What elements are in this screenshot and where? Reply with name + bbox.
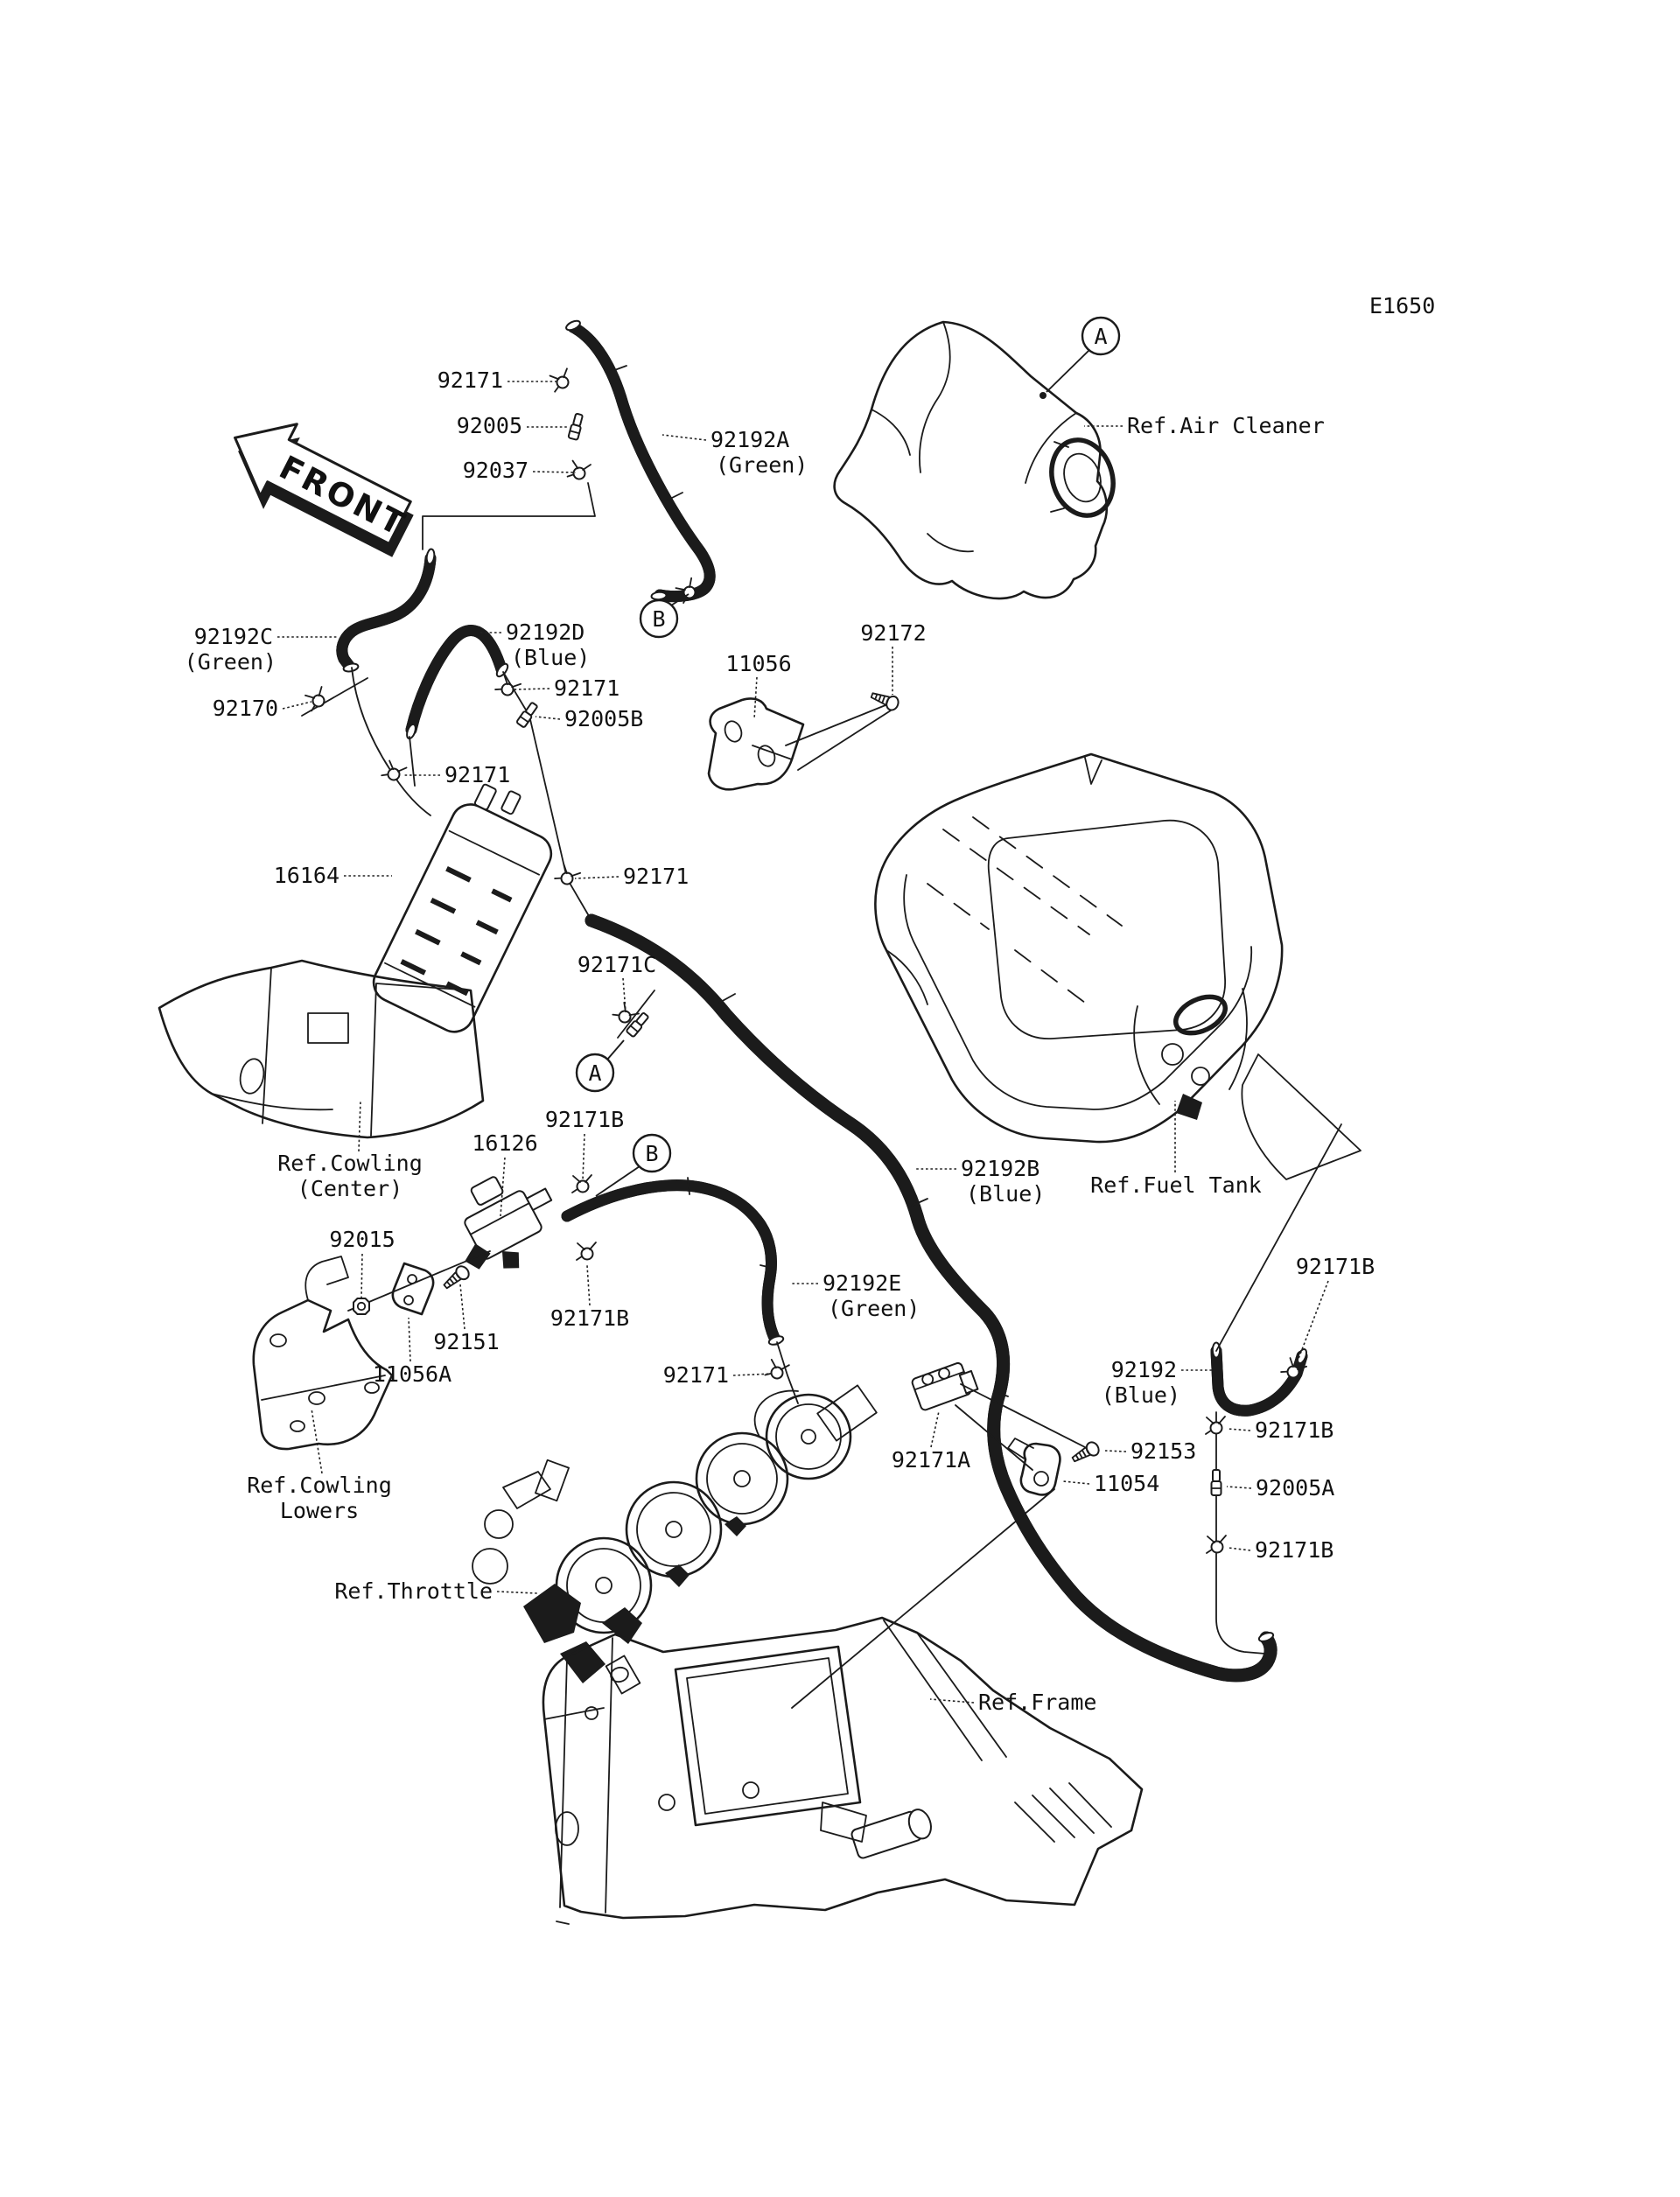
- clamp-92171b: [1206, 1417, 1225, 1434]
- view-marker-letter-a: A: [1094, 324, 1108, 349]
- front-label: FRONT: [273, 448, 413, 544]
- marker-leader-a: [1046, 350, 1089, 392]
- throttle-body-drawing: [472, 1385, 877, 1693]
- part-label-92192d: 92192D: [506, 619, 585, 645]
- bracket-11054-drawing: [1008, 1438, 1060, 1494]
- part-label-16126: 16126: [472, 1130, 538, 1156]
- part-label-16164: 16164: [273, 863, 340, 888]
- part-label-92037: 92037: [462, 458, 528, 483]
- part-label-92005: 92005: [456, 413, 522, 438]
- leader-92005a: [1227, 1487, 1251, 1488]
- leader-92171b: [1228, 1429, 1250, 1431]
- leader-92171b: [587, 1265, 590, 1305]
- hose-92192b: [592, 920, 1270, 1676]
- leader-92170: [283, 702, 312, 709]
- leader-11054: [1063, 1481, 1089, 1484]
- part-label-92192: 92192: [1110, 1357, 1177, 1382]
- view-marker-letter-a: A: [588, 1060, 602, 1086]
- part-label-ref-fuel-tank: Ref.Fuel Tank: [1090, 1172, 1262, 1198]
- hose-92192-blue: [1216, 1351, 1302, 1410]
- part-label-sub-92192: (Blue): [1101, 1382, 1180, 1408]
- part-label-11056: 11056: [725, 651, 792, 676]
- part-label-ref-cowling: Ref.Cowling: [247, 1473, 392, 1498]
- screw-92153: [1070, 1440, 1101, 1466]
- cowling-lowers-drawing: [254, 1256, 392, 1449]
- part-label-sub-ref-cowling: Lowers: [279, 1498, 360, 1523]
- view-marker-letter-b: B: [652, 606, 666, 632]
- leader-ref-throttle: [497, 1592, 537, 1593]
- frame-drawing: [543, 1618, 1142, 1924]
- joint-92005: [568, 413, 584, 440]
- part-label-sub-92192e: (Green): [828, 1296, 920, 1321]
- part-label-ref-frame: Ref.Frame: [978, 1690, 1097, 1715]
- clip-92037: [568, 459, 591, 481]
- part-label-ref-air-cleaner: Ref.Air Cleaner: [1127, 413, 1325, 438]
- leader-ref-cowling: [359, 1101, 360, 1151]
- part-label-92171: 92171: [437, 367, 503, 393]
- leader-92192a: [662, 435, 706, 440]
- part-label-92192a: 92192A: [710, 427, 790, 452]
- hose-92192a: [573, 327, 710, 597]
- fuel-tank-drawing: [875, 754, 1361, 1179]
- part-label-ref-cowling: Ref.Cowling: [277, 1151, 423, 1176]
- part-label-92153: 92153: [1130, 1438, 1197, 1464]
- part-label-92171: 92171: [444, 762, 511, 787]
- view-marker-letter-b: B: [645, 1141, 659, 1166]
- leader-11056a: [409, 1318, 410, 1361]
- part-label-92172: 92172: [860, 620, 927, 646]
- hose-92192d: [411, 630, 501, 730]
- hose-92192c: [342, 558, 430, 666]
- part-label-92171b: 92171B: [550, 1305, 630, 1331]
- screw-92172: [870, 689, 900, 712]
- clamp-92171: [555, 864, 580, 888]
- clamp-92171b: [577, 1242, 596, 1260]
- clamp-92171: [549, 368, 573, 391]
- part-label-92192b: 92192B: [961, 1156, 1040, 1181]
- leader-92171b: [583, 1134, 584, 1180]
- leader-ref-cowling: [312, 1409, 322, 1473]
- circle-markers: [577, 318, 1119, 1196]
- part-label-92171b: 92171B: [1295, 1254, 1376, 1279]
- part-label-92170: 92170: [212, 696, 278, 721]
- leader-92171b: [1228, 1548, 1250, 1550]
- joint-92005b: [516, 702, 539, 728]
- part-label-92005b: 92005B: [564, 706, 644, 731]
- leader-ref-frame: [930, 1699, 974, 1703]
- holder-92171a-drawing: [911, 1360, 978, 1411]
- part-label-92171b: 92171B: [544, 1107, 625, 1132]
- part-label-92171: 92171: [662, 1362, 729, 1388]
- leader-92151: [460, 1284, 465, 1329]
- leader-lines: [277, 381, 1328, 1703]
- part-label-92171: 92171: [554, 675, 620, 701]
- part-label-11054: 11054: [1094, 1471, 1160, 1496]
- leader-92171a: [931, 1411, 939, 1447]
- part-label-92171: 92171: [623, 864, 690, 889]
- part-label-sub-92192b: (Blue): [966, 1181, 1046, 1207]
- front-direction-arrow: [212, 402, 426, 570]
- screw-92151: [441, 1263, 471, 1292]
- part-labels: [185, 367, 1376, 1715]
- leader-92153: [1105, 1451, 1126, 1452]
- marker-leader-a: [607, 1040, 624, 1060]
- leader-92005b: [536, 717, 560, 719]
- part-label-sub-ref-cowling: (Center): [297, 1176, 403, 1201]
- part-label-sub-92192d: (Blue): [511, 645, 591, 670]
- part-label-92015: 92015: [329, 1227, 396, 1252]
- air-cleaner-port-dot: [1040, 392, 1046, 399]
- part-label-92171b: 92171B: [1255, 1417, 1334, 1443]
- part-label-ref-throttle: Ref.Throttle: [334, 1578, 493, 1604]
- joint-92005a: [1212, 1470, 1222, 1495]
- part-label-92192e: 92192E: [822, 1270, 902, 1296]
- air-cleaner-drawing: [835, 322, 1123, 598]
- part-label-sub-92192c: (Green): [184, 649, 276, 675]
- part-label-92171a: 92171A: [891, 1447, 971, 1473]
- part-label-92171b: 92171B: [1255, 1537, 1334, 1563]
- part-label-92192c: 92192C: [193, 624, 273, 649]
- leader-92015: [361, 1254, 362, 1299]
- leader-92171: [575, 877, 619, 878]
- part-label-11056a: 11056A: [372, 1361, 452, 1387]
- nut-92015: [354, 1298, 369, 1314]
- clamp-92171b: [572, 1175, 592, 1193]
- part-label-92171c: 92171C: [577, 952, 657, 977]
- canister-drawing: [368, 773, 570, 1038]
- fiche-code: E1650: [1369, 293, 1436, 318]
- part-label-92005a: 92005A: [1256, 1475, 1335, 1501]
- part-label-92151: 92151: [433, 1329, 500, 1354]
- part-label-sub-92192a: (Green): [716, 452, 808, 478]
- cowling-center-drawing: [159, 961, 483, 1137]
